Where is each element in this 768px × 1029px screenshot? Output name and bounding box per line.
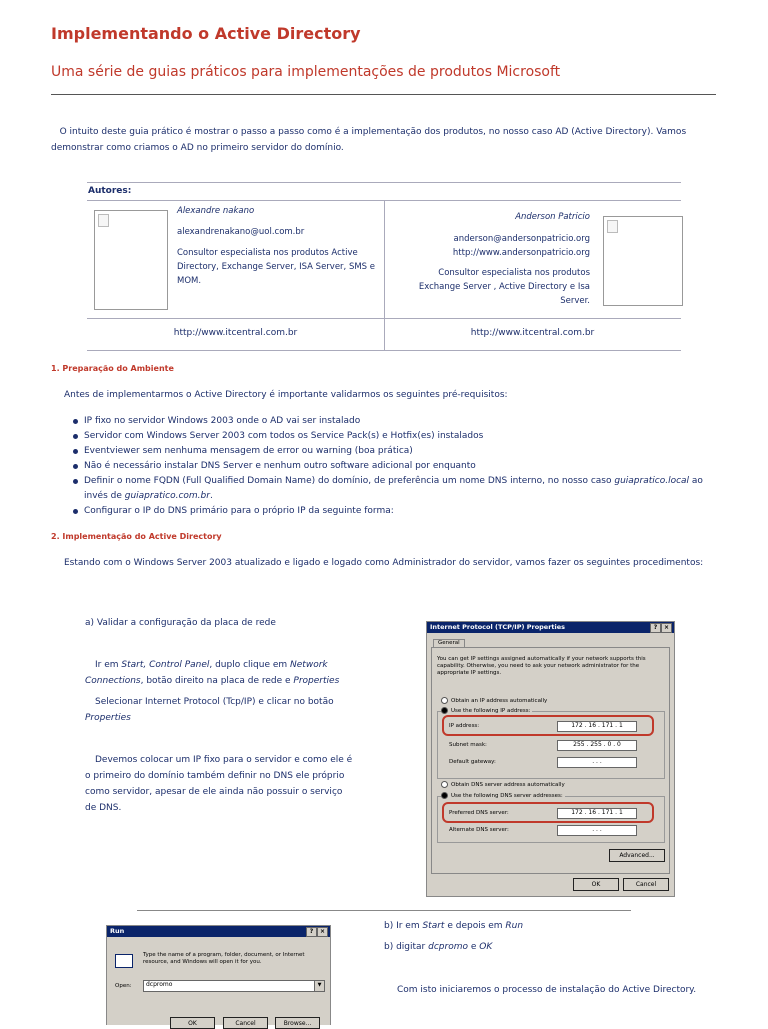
run-dialog	[106, 925, 331, 1025]
ok-button[interactable]: OK	[573, 878, 619, 891]
step-a: a) Validar a configuração da placa de rede	[85, 618, 276, 628]
alternate-dns-input[interactable]: . . .	[557, 825, 637, 836]
dialog-titlebar	[107, 926, 330, 937]
header-divider	[51, 94, 716, 95]
open-label: Open:	[115, 983, 132, 989]
text-run: OK	[479, 942, 493, 952]
intro-text: O intuito deste guia prático é mostrar o passo a passo como é a implementação dos produtos, no nosso caso AD (Active Directory). Vamos demonstrar como criamos o AD no primeiro servidor do domínio.	[51, 127, 687, 153]
step-b-dcpromo	[384, 942, 492, 952]
ok-button[interactable]: OK	[170, 1017, 215, 1029]
list-item: IP fixo no servidor Windows 2003 onde o AD vai ser instalado	[70, 414, 720, 429]
author-website[interactable]: http://www.andersonpatricio.org	[452, 248, 590, 258]
section-heading: 2. Implementação do Active Directory	[51, 532, 222, 541]
text-run: guiapratico.com.br	[124, 491, 210, 501]
author-name: Anderson Patricio	[515, 212, 590, 222]
radio-selected-icon	[441, 707, 448, 714]
run-program-icon	[115, 954, 133, 968]
dialog-title: Internet Protocol (TCP/IP) Properties	[430, 623, 566, 631]
list-item: Configurar o IP do DNS primário para o próprio IP da seguinte forma:	[70, 504, 720, 519]
list-item: Eventviewer sem nenhuma mensagem de error ou warning (boa prática)	[70, 444, 720, 459]
authors-divider	[87, 182, 681, 183]
gateway-input[interactable]: . . .	[557, 757, 637, 768]
text-run: dcpromo	[428, 942, 468, 952]
text-run: Ir em	[95, 660, 122, 670]
text-run: Properties	[293, 676, 340, 686]
instruction-paragraph: Devemos colocar um IP fixo para o servidor e como ele é o primeiro do domínio também definir no DNS ele próprio como servidor, apesar de ele ainda não possuir o serviço de DNS.	[85, 755, 353, 813]
help-icon[interactable]: ?	[650, 623, 661, 633]
cancel-button[interactable]: Cancel	[223, 1017, 268, 1029]
tab-panel	[431, 647, 670, 874]
page-subtitle: Uma série de guias práticos para implementações de produtos Microsoft	[51, 64, 561, 80]
help-icon[interactable]: ?	[306, 927, 317, 937]
page-title: Implementando o Active Directory	[51, 24, 361, 43]
text-run: Run	[505, 921, 524, 931]
preferred-dns-input[interactable]: 172 . 16 . 171 . 1	[557, 808, 637, 819]
authors-divider	[87, 350, 681, 351]
text-run: ao invés de	[84, 476, 703, 501]
text-run: Properties	[85, 713, 131, 723]
browse-button[interactable]: Browse...	[275, 1017, 320, 1029]
text-run: b) Ir em	[384, 921, 423, 931]
close-icon[interactable]: ×	[317, 927, 328, 937]
author-photo-placeholder	[94, 210, 168, 310]
open-input[interactable]	[143, 980, 325, 992]
radio-auto-ip[interactable]	[441, 697, 547, 705]
broken-image-icon	[98, 214, 109, 227]
author-site-link[interactable]: http://www.itcentral.com.br	[470, 328, 595, 338]
open-input-value: dcpromo	[146, 981, 173, 988]
text-run: b) digitar	[384, 942, 429, 952]
text-run: Start, Control Panel	[121, 660, 210, 670]
text-run: .	[209, 491, 213, 501]
section-intro: Antes de implementarmos o Active Directory é importante validarmos os seguintes pré-requisitos:	[64, 390, 508, 400]
instruction-paragraph	[85, 694, 355, 726]
radio-label: Obtain an IP address automatically	[451, 698, 548, 704]
tcpip-properties-dialog	[426, 621, 675, 897]
author-site-link[interactable]: http://www.itcentral.com.br	[173, 328, 298, 338]
subnet-mask-input[interactable]: 255 . 255 . 0 . 0	[557, 740, 637, 751]
dialog-titlebar	[427, 622, 674, 633]
radio-selected-icon	[441, 792, 448, 799]
advanced-button[interactable]: Advanced...	[609, 849, 665, 862]
broken-image-icon	[607, 220, 618, 233]
radio-label: Use the following IP address:	[451, 708, 531, 714]
authors-label: Autores:	[88, 186, 132, 196]
radio-use-dns[interactable]	[441, 792, 565, 800]
radio-icon	[441, 781, 448, 788]
preferred-dns-label: Preferred DNS server:	[449, 810, 509, 816]
author-name: Alexandre nakano	[177, 206, 255, 216]
ip-address-input[interactable]: 172 . 16 . 171 . 1	[557, 721, 637, 732]
tab-general[interactable]: General	[433, 639, 465, 647]
author-email[interactable]: alexandrenakano@uol.com.br	[177, 227, 305, 237]
authors-divider	[87, 318, 681, 319]
text-run: , botão direito na placa de rede e	[140, 676, 294, 686]
text-run: , duplo clique em	[209, 660, 291, 670]
close-icon[interactable]: ×	[661, 623, 672, 633]
cancel-button[interactable]: Cancel	[623, 878, 669, 891]
text-run: e depois em	[444, 921, 506, 931]
alternate-dns-label: Alternate DNS server:	[449, 827, 509, 833]
section-intro: Estando com o Windows Server 2003 atualizado e ligado e logado como Administrador do servidor, vamos fazer os seguintes procedimentos:	[64, 558, 704, 568]
closing-text: Com isto iniciaremos o processo de instalação do Active Directory.	[397, 985, 697, 995]
author-email[interactable]: anderson@andersonpatricio.org	[453, 234, 590, 244]
gateway-label: Default gateway:	[449, 759, 496, 765]
text-run: guiapratico.local	[614, 476, 690, 486]
prerequisites-list	[70, 414, 720, 519]
text-run: Network Connections	[85, 660, 328, 686]
step-b-start-run	[384, 921, 523, 931]
list-item: Não é necessário instalar DNS Server e nenhum outro software adicional por enquanto	[70, 459, 720, 474]
author-bio: Consultor especialista nos produtos Exchange Server , Active Directory e Isa Server.	[418, 268, 590, 306]
ip-label: IP address:	[449, 723, 480, 729]
list-item: Servidor com Windows Server 2003 com todos os Service Pack(s) e Hotfix(es) instalados	[70, 429, 720, 444]
divider	[137, 910, 631, 911]
author-photo-placeholder	[603, 216, 683, 306]
subnet-label: Subnet mask:	[449, 742, 487, 748]
text-run: Start	[422, 921, 445, 931]
dialog-description: You can get IP settings assigned automatically if your network supports this capability. Otherwise, you need to ask your network administrator for the appropriate IP settings.	[437, 656, 646, 676]
text-run: e	[467, 942, 480, 952]
radio-label: Obtain DNS server address automatically	[451, 782, 565, 788]
run-description: Type the name of a program, folder, document, or Internet resource, and Windows will open it for you.	[143, 952, 305, 965]
instruction-paragraph	[85, 657, 355, 689]
radio-use-ip[interactable]	[441, 707, 532, 715]
radio-icon	[441, 697, 448, 704]
intro-paragraph	[51, 124, 721, 156]
dialog-title: Run	[110, 927, 125, 935]
text-run: Definir o nome FQDN (Full Qualified Domain Name) do domínio, de preferência um nome DNS interno, no nosso caso	[84, 476, 615, 486]
section-heading: 1. Preparação do Ambiente	[51, 364, 174, 373]
radio-auto-dns[interactable]	[441, 781, 565, 789]
author-bio: Consultor especialista nos produtos Active Directory, Exchange Server, ISA Server, SMS e MOM.	[177, 248, 376, 286]
chevron-down-icon[interactable]: ▼	[314, 981, 324, 991]
text-run: Selecionar Internet Protocol (Tcp/IP) e clicar no botão	[95, 697, 334, 707]
list-item	[70, 474, 720, 504]
radio-label: Use the following DNS server addresses:	[451, 793, 563, 799]
